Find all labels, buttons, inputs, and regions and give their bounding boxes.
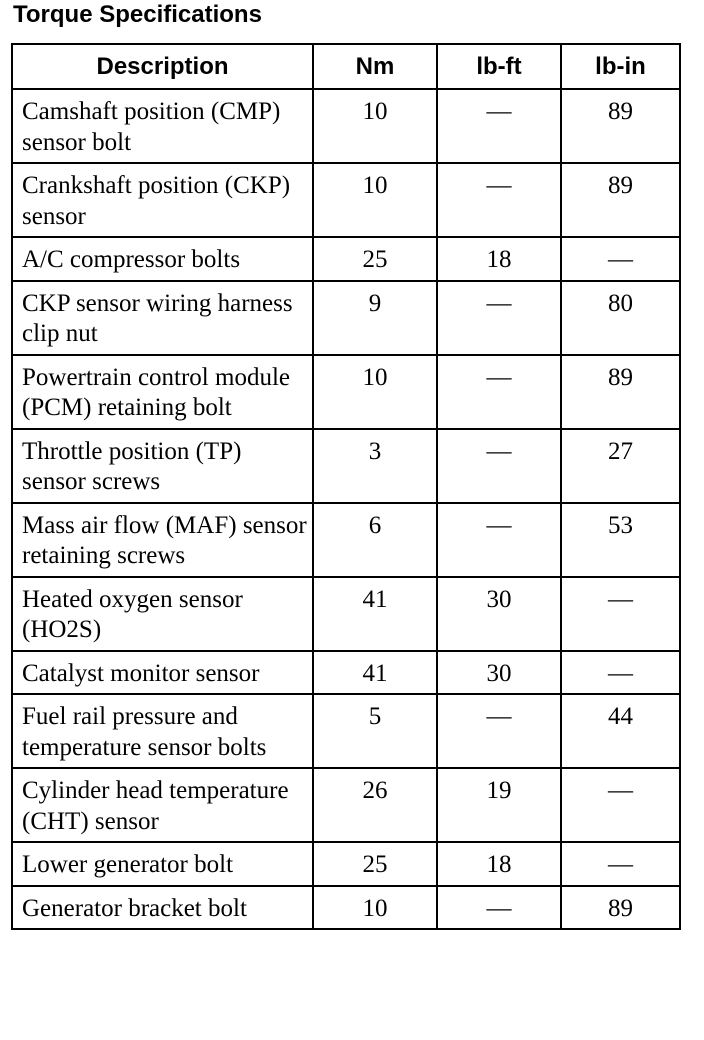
nm-cell: 25 <box>313 237 437 281</box>
nm-cell: 6 <box>313 503 437 577</box>
lb-ft-cell: — <box>437 281 561 355</box>
lb-ft-cell: — <box>437 89 561 163</box>
nm-cell: 9 <box>313 281 437 355</box>
table-row <box>12 886 680 930</box>
lb-in-cell: 89 <box>561 89 680 163</box>
lb-in-cell: 89 <box>561 886 680 930</box>
lb-in-cell: 89 <box>561 355 680 429</box>
description-cell: A/C compressor bolts <box>12 237 313 281</box>
description-cell: Cylinder head temperature (CHT) sensor <box>12 768 313 842</box>
lb-in-cell: — <box>561 577 680 651</box>
table-row <box>12 503 680 577</box>
lb-ft-cell: — <box>437 694 561 768</box>
nm-cell: 25 <box>313 842 437 886</box>
table-row <box>12 577 680 651</box>
lb-ft-cell: 18 <box>437 842 561 886</box>
lb-ft-cell: 19 <box>437 768 561 842</box>
table-header-row <box>12 44 680 89</box>
lb-in-cell: — <box>561 768 680 842</box>
nm-cell: 26 <box>313 768 437 842</box>
lb-in-cell: 89 <box>561 163 680 237</box>
lb-ft-cell: 30 <box>437 651 561 695</box>
description-cell: Throttle position (TP) sensor screws <box>12 429 313 503</box>
description-cell: Camshaft position (CMP) sensor bolt <box>12 89 313 163</box>
description-cell: Catalyst monitor sensor <box>12 651 313 695</box>
lb-in-cell: — <box>561 651 680 695</box>
lb-ft-cell: 30 <box>437 577 561 651</box>
lb-ft-cell: 18 <box>437 237 561 281</box>
description-cell: Powertrain control module (PCM) retaining bolt <box>12 355 313 429</box>
table-row <box>12 429 680 503</box>
nm-cell: 41 <box>313 577 437 651</box>
lb-ft-cell: — <box>437 886 561 930</box>
lb-in-cell: 44 <box>561 694 680 768</box>
table-row <box>12 89 680 163</box>
table-row <box>12 355 680 429</box>
table-row <box>12 651 680 695</box>
lb-ft-cell: — <box>437 503 561 577</box>
column-header-lb-ft: lb-ft <box>437 44 561 89</box>
lb-in-cell: 27 <box>561 429 680 503</box>
nm-cell: 10 <box>313 163 437 237</box>
description-cell: Mass air flow (MAF) sensor retaining screws <box>12 503 313 577</box>
table-row <box>12 281 680 355</box>
table-row <box>12 842 680 886</box>
table-row <box>12 768 680 842</box>
nm-cell: 10 <box>313 89 437 163</box>
lb-in-cell: 53 <box>561 503 680 577</box>
description-cell: Crankshaft position (CKP) sensor <box>12 163 313 237</box>
column-header-lb-in: lb-in <box>561 44 680 89</box>
description-cell: Heated oxygen sensor (HO2S) <box>12 577 313 651</box>
lb-in-cell: — <box>561 237 680 281</box>
nm-cell: 41 <box>313 651 437 695</box>
table-row <box>12 694 680 768</box>
page-title: Torque Specifications <box>13 1 262 28</box>
nm-cell: 10 <box>313 355 437 429</box>
lb-ft-cell: — <box>437 355 561 429</box>
description-cell: CKP sensor wiring harness clip nut <box>12 281 313 355</box>
column-header-description: Description <box>12 44 313 89</box>
table-row <box>12 163 680 237</box>
lb-in-cell: — <box>561 842 680 886</box>
lb-in-cell: 80 <box>561 281 680 355</box>
nm-cell: 5 <box>313 694 437 768</box>
nm-cell: 10 <box>313 886 437 930</box>
description-cell: Generator bracket bolt <box>12 886 313 930</box>
torque-specifications-table <box>11 43 681 930</box>
table-row <box>12 237 680 281</box>
column-header-nm: Nm <box>313 44 437 89</box>
lb-ft-cell: — <box>437 429 561 503</box>
nm-cell: 3 <box>313 429 437 503</box>
lb-ft-cell: — <box>437 163 561 237</box>
description-cell: Fuel rail pressure and temperature sensor bolts <box>12 694 313 768</box>
description-cell: Lower generator bolt <box>12 842 313 886</box>
